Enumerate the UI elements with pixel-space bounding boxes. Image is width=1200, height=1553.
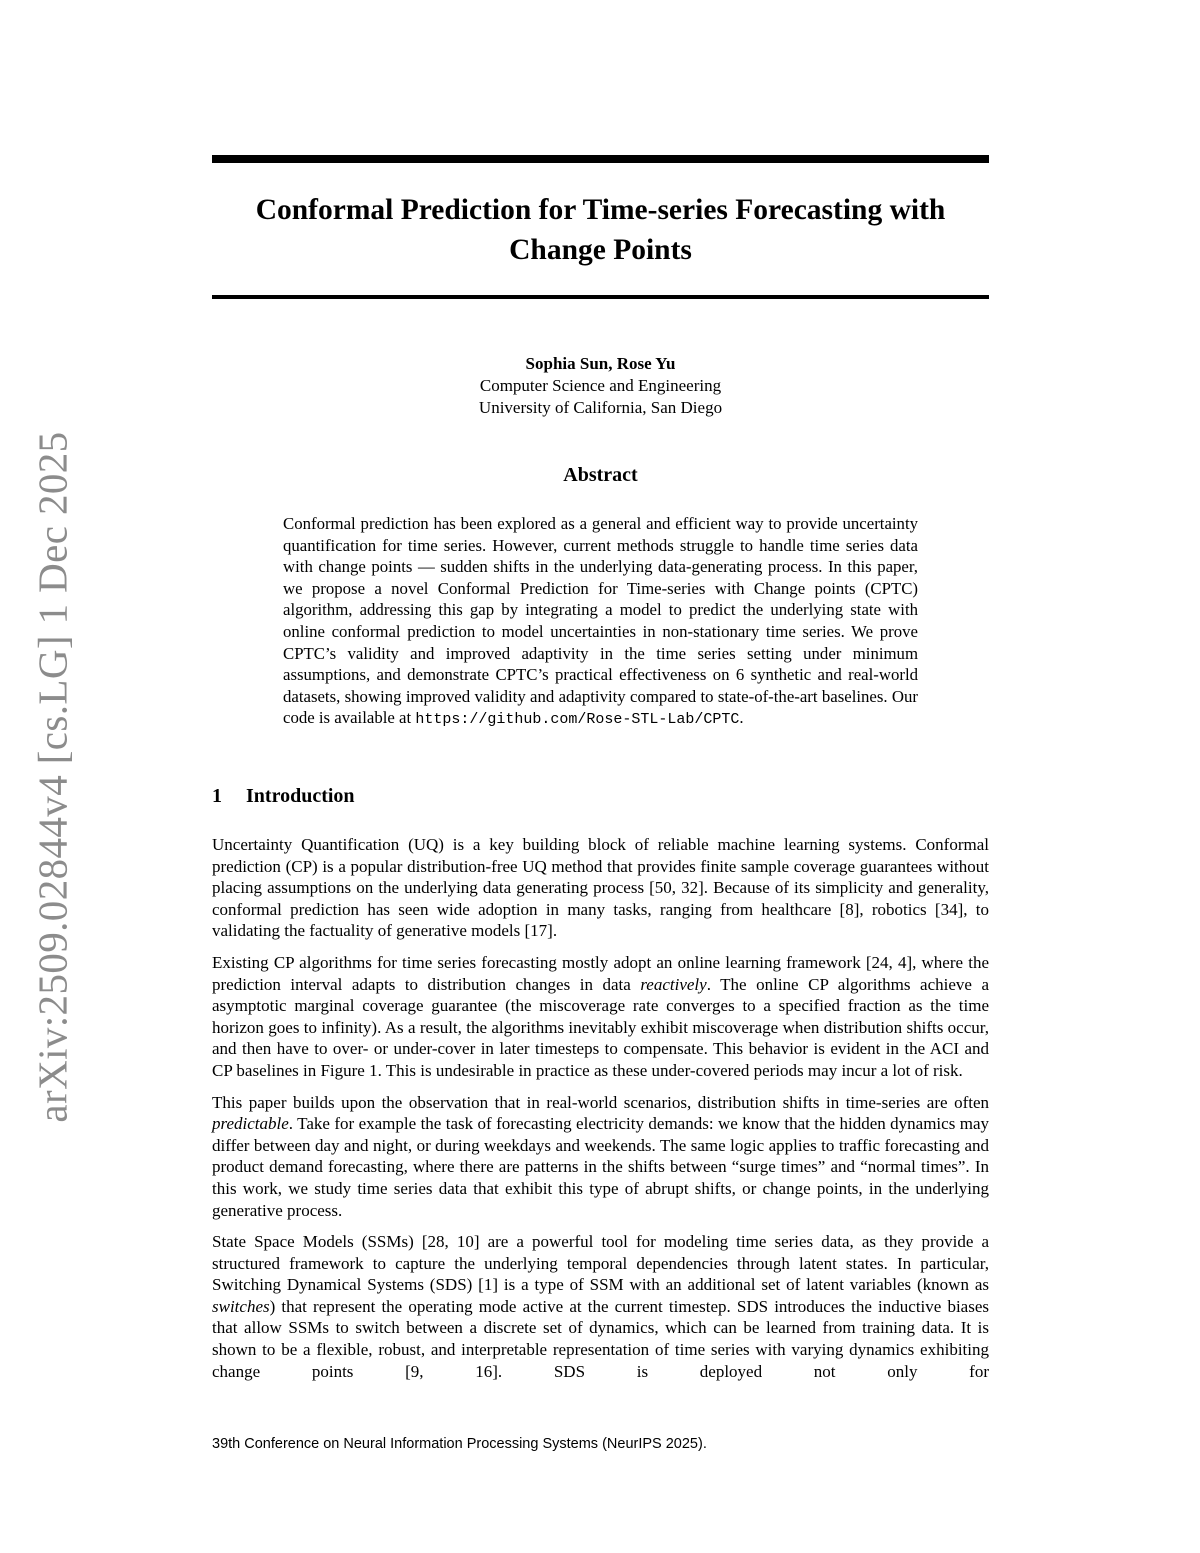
intro-p3-emphasis: predictable	[212, 1114, 289, 1134]
section-number: 1	[212, 785, 222, 807]
affiliation-department: Computer Science and Engineering	[479, 376, 722, 395]
abstract-body	[283, 513, 918, 731]
title-rule-top	[212, 155, 989, 163]
author-block	[212, 353, 989, 419]
abstract-text: Conformal prediction has been explored as a general and efficient way to provide uncertainty quantification for time series. However, current methods struggle to handle time series data with change points — sudden shifts in the underlying data-generating process. In this paper, we propose a novel Conformal Prediction for Time-series with Change points (CPTC) algorithm, addressing this gap by integrating a model to predict the underlying state with online conformal prediction to model uncertainties in non-stationary time series. We prove CPTC’s validity and improved adaptivity in the time series setting under minimum assumptions, and demonstrate CPTC’s practical effectiveness on 6 synthetic and real-world datasets, showing improved validity and adaptivity compared to state-of-the-art baselines. Our code is available at	[283, 514, 918, 728]
author-names: Sophia Sun, Rose Yu	[525, 354, 676, 373]
abstract-heading: Abstract	[563, 464, 638, 486]
affiliation-university: University of California, San Diego	[478, 398, 723, 417]
intro-p3-text-a: This paper builds upon the observation that in real-world scenarios, distribution shifts in time-series are often	[212, 1092, 989, 1112]
section-heading-introduction	[212, 785, 989, 808]
paper-title-line-2: Change Points	[509, 234, 692, 266]
intro-paragraph-4	[212, 1231, 989, 1382]
intro-paragraph-2	[212, 952, 989, 1082]
introduction-body	[212, 834, 989, 1392]
paper-title-line-1: Conformal Prediction for Time-series Forecasting with	[255, 194, 946, 226]
intro-p2-text-a: Existing CP algorithms for time series forecasting mostly adopt an online learning framework [24, 4], where the prediction interval adapts to distribution changes in data	[212, 952, 989, 994]
paper-title	[212, 190, 989, 270]
arxiv-identifier-stamp	[28, 431, 78, 1123]
intro-p3-text-b: . Take for example the task of forecasting electricity demands: we know that the hidden dynamics may differ between day and night, or during weekdays and weekends. The same logic applies to traffic forecasting and product demand forecasting, where there are patterns in the shifts between “surge times” and “normal times”. In this work, we study time series data that exhibit this type of abrupt shifts, or change points, in the underlying generative process.	[212, 1114, 989, 1220]
intro-p4-text-a: State Space Models (SSMs) [28, 10] are a powerful tool for modeling time series data, as they provide a structured framework to capture the underlying temporal dependencies through latent states. In particular, Switching Dynamical Systems (SDS) [1] is a type of SSM with an additional set of latent variables (known as	[212, 1232, 989, 1295]
code-link[interactable]: https://github.com/Rose-STL-Lab/CPTC	[415, 711, 740, 729]
section-title: Introduction	[246, 785, 355, 807]
intro-paragraph-1: Uncertainty Quantification (UQ) is a key building block of reliable machine learning systems. Conformal prediction (CP) is a popular distribution-free UQ method that provides finite sample coverage guarantees without placing assumptions on the underlying data generating process [50, 32]. Because of its simplicity and generality, conformal prediction has seen wide adoption in many tasks, ranging from healthcare [8], robotics [34], to validating the factuality of generative models [17].	[212, 835, 989, 941]
conference-footnote: 39th Conference on Neural Information Processing Systems (NeurIPS 2025).	[212, 1436, 707, 1452]
intro-p2-text-b: . The online CP algorithms achieve a asymptotic marginal coverage guarantee (the miscoverage rate converges to a specified fraction as the time horizon goes to infinity). As a result, the algorithms inevitably exhibit miscoverage when distribution shifts occur, and then have to over- or under-cover in later timesteps to compensate. This behavior is evident in the ACI and CP baselines in Figure 1. This is undesirable in practice as these under-covered periods may incur a lot of risk.	[212, 974, 989, 1080]
abstract-end-punct: .	[739, 708, 744, 728]
intro-p2-emphasis: reactively	[640, 974, 707, 994]
intro-paragraph-3	[212, 1092, 989, 1222]
arxiv-identifier-text: arXiv:2509.02844v4 [cs.LG] 1 Dec 2025	[30, 431, 77, 1123]
intro-p4-emphasis: switches	[212, 1296, 270, 1316]
intro-p4-text-b: ) that represent the operating mode active at the current timestep. SDS introduces the inductive biases that allow SSMs to switch between a discrete set of dynamics, which can be learned from training data. It is shown to be a flexible, robust, and interpretable representation of time series with varying dynamics exhibiting change points [9, 16]. SDS is deployed not only for	[212, 1296, 989, 1381]
title-rule-bottom	[212, 295, 989, 299]
